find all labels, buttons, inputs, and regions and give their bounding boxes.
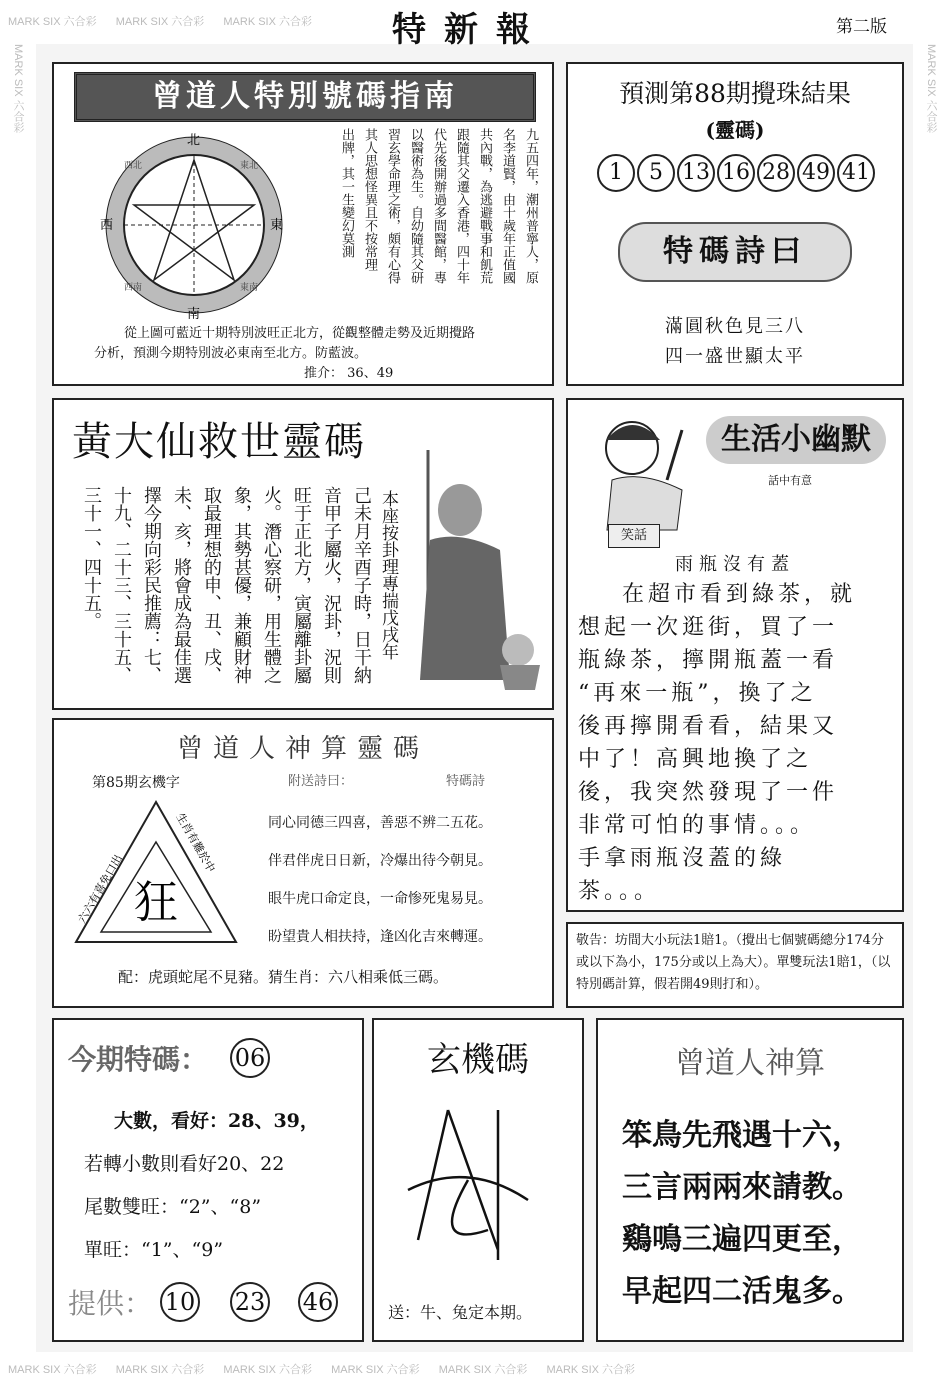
prediction-balls [576, 154, 896, 192]
calc-poem-line: 眼牛虎口命定良，一命惨死鬼易見。 [268, 891, 492, 907]
border-watermark: MARK SIX 六合彩 [8, 1364, 97, 1376]
story-line: 手拿雨瓶沒蓋的綠 [578, 846, 787, 871]
xuanji-footer: 送：牛、兔定本期。 [388, 1303, 533, 1322]
wong-column: 三十一、四十五。 [81, 486, 102, 630]
border-watermark: MARK SIX 六合彩 [223, 16, 312, 28]
notice-text: 敬告：坊間大小玩法1賠1。（攪出七個號碼總分174分或以下為小，175分或以上為大）。單雙玩法1賠1，（以特別碼計算，假若開49則打和）。 [576, 933, 891, 992]
prediction-title: 預測第88期攪珠結果 [619, 79, 851, 108]
guide-column: 出牌，其一生變幻莫測 [339, 128, 354, 258]
wong-column: 十九、二十三、三十五、 [111, 486, 132, 684]
shensuan-lines [622, 1110, 898, 1318]
cartoon-figure [582, 410, 702, 540]
story-line: 瓶綠茶，擰開瓶蓋一看 [578, 648, 839, 673]
wong-column: 未、亥，將會成為最佳選 [171, 486, 192, 684]
story-line: 想起一次逛街，買了一 [578, 615, 839, 640]
guide-analysis-line1: 從上圖可藍近十期特別波旺正北方，從觀整體走勢及近期攪路 [124, 326, 476, 341]
story-title: 雨瓶沒有蓋 [675, 554, 795, 575]
handwritten-sketch [388, 1090, 568, 1280]
shensuan-title: 曾道人神算 [675, 1046, 825, 1081]
calc-poem-line: 盼望貴人相扶持，逢凶化吉來轉運。 [268, 929, 492, 945]
ball-number: 13 [677, 154, 715, 192]
border-watermark: MARK SIX 六合彩 [331, 1364, 420, 1376]
calc-footer: 配：虎頭蛇尾不見豬。猜生肖：六八相乘低三碼。 [118, 968, 449, 986]
border-watermark: MARK SIX 六合彩 [8, 16, 97, 28]
guide-column: 共內戰，為逃避戰事和飢荒 [477, 128, 492, 284]
border-right [913, 44, 949, 1352]
wong-panel [52, 398, 554, 710]
compass-diagram [94, 130, 294, 320]
border-watermark: MARK SIX 六合彩 [115, 16, 205, 28]
immortal-figure [400, 440, 550, 700]
guide-column: 其人思想怪異且不按常理 [362, 128, 377, 271]
poem-line: 滿圓秋色見三八 [665, 316, 805, 337]
calc-poem-line: 同心同德三四喜，善惡不辨二五花。 [268, 815, 492, 831]
compass-ne: 東北 [240, 161, 259, 171]
guide-banner: 曾道人特別號碼指南 [74, 72, 536, 122]
guide-column: 跟隨其父遷入香港，四十年 [454, 128, 469, 284]
wong-column: 擇今期向彩民推薦：七、 [141, 486, 162, 684]
tema-value: 06 [230, 1038, 270, 1078]
poem-line: 四一盛世顯太平 [665, 346, 805, 367]
guide-panel [52, 62, 554, 386]
humor-banner: 生活小幽默 [706, 416, 886, 464]
story-line: 中了！高興地換了之 [578, 747, 813, 772]
humor-panel [566, 398, 904, 912]
story-line: 非常可怕的事情。。。 [578, 813, 817, 838]
triangle-left-text: 六六有喜免口出 [75, 852, 126, 926]
border-watermark: MARK SIX 六合彩 [115, 1364, 205, 1376]
guide-column: 習玄學命理之術，頗有心得 [385, 128, 400, 284]
provide-number: 10 [160, 1282, 200, 1322]
ball-number: 1 [597, 154, 635, 192]
story-body [578, 578, 896, 908]
shensuan-line: 鷄鳴三遍四更至， [622, 1222, 862, 1257]
compass-sw: 西南 [124, 283, 143, 293]
guide-text-columns [304, 128, 540, 314]
wong-column: 取最理想的申、丑、戌、 [201, 486, 222, 684]
edition-label: 第二版 [836, 17, 887, 37]
humor-sub: 話中有意 [768, 474, 812, 487]
cartoon-tag: 笑話 [608, 524, 660, 548]
guide-column: 以醫術為生。自幼隨其父研 [408, 128, 423, 284]
recommend-values: 36、49 [347, 366, 394, 381]
guide-column: 名李道賢，由十歲年正值國 [500, 128, 515, 284]
provide-number: 23 [230, 1282, 270, 1322]
wong-title: 黃大仙救世靈碼 [72, 419, 366, 465]
border-bottom [0, 1352, 949, 1388]
attach-label: 附送詩曰： [288, 774, 354, 789]
tema-line: 大數，看好：28、39， [114, 1110, 319, 1132]
ball-number: 28 [757, 154, 795, 192]
compass-north: 北 [187, 133, 201, 148]
compass-se: 東南 [240, 283, 259, 293]
wong-column: 己未月辛酉子時，日干納 [351, 486, 372, 684]
tema-line: 若轉小數則看好20、22 [84, 1153, 285, 1175]
calc-poem-line: 伴君伴虎日日新，冷爆出待今朝見。 [268, 853, 492, 869]
story-line: 茶。。。 [578, 879, 661, 904]
border-watermark: MARK SIX 六合彩 [223, 1364, 312, 1376]
guide-column: 九五四年，潮州普寧人，原 [523, 128, 538, 284]
poem-banner: 特碼詩曰 [618, 222, 852, 282]
triangle-diagram [66, 792, 246, 952]
guide-column: 代先後開辦過多間醫館，專 [431, 128, 446, 284]
tema-label: 今期特碼： [68, 1043, 209, 1076]
shensuan-line: 笨鳥先飛遇十六， [622, 1118, 862, 1153]
prediction-subtitle: (靈碼) [705, 118, 765, 142]
story-line: “再來一瓶”，換了之 [578, 681, 817, 706]
prediction-panel [566, 62, 904, 386]
guide-recommend [304, 362, 393, 381]
center-character: 狂 [134, 877, 178, 928]
border-watermark: MARK SIX 六合彩 [12, 44, 24, 133]
ball-number: 16 [717, 154, 755, 192]
notice-panel [566, 922, 904, 1008]
shensuan-panel [596, 1018, 904, 1342]
compass-west: 西 [100, 218, 114, 233]
story-line: 後，我突然發現了一件 [578, 780, 839, 805]
ball-number: 41 [837, 154, 875, 192]
compass-south: 南 [187, 307, 201, 322]
xuanji-title: 玄機碼 [427, 1040, 529, 1080]
calc-panel [52, 718, 554, 1008]
border-watermark: MARK SIX 六合彩 [546, 1364, 636, 1376]
triangle-right-text: 生肖有難於中 [173, 811, 218, 875]
story-line: 在超市看到綠茶，就 [622, 582, 857, 607]
wong-intro: 本座按卦理專揣戊戌年 [378, 490, 398, 660]
border-left [0, 44, 36, 1352]
ball-number: 49 [797, 154, 835, 192]
border-watermark: MARK SIX 六合彩 [925, 44, 937, 133]
wong-text-columns [81, 486, 374, 701]
calc-title: 曾道人神算靈碼 [176, 734, 429, 764]
compass-nw: 西北 [124, 161, 143, 171]
tema-panel [52, 1018, 364, 1342]
tema-line: 單旺：“1”、“9” [84, 1239, 224, 1261]
shensuan-line: 三言兩兩來請教。 [622, 1170, 862, 1205]
compass-east: 東 [270, 218, 284, 233]
tema-poem-label: 特碼詩 [446, 774, 486, 789]
guide-analysis-line2: 分析，預測今期特別波必東南至北方。防藍波。 [94, 346, 368, 361]
provide-number: 46 [298, 1282, 338, 1322]
wong-column: 旺于正北方，寅屬離卦屬 [291, 486, 312, 684]
story-line: 後再擰開看看，結果又 [578, 714, 839, 739]
wong-column: 火。潛心察研，用生體之 [261, 486, 282, 684]
wong-column: 音甲子屬火，況卦，況則 [321, 486, 342, 684]
page-title: 特新報 [392, 10, 548, 50]
border-watermark: MARK SIX 六合彩 [438, 1364, 528, 1376]
recommend-label: 推介： [304, 366, 344, 381]
shensuan-line: 早起四二活鬼多。 [622, 1274, 862, 1309]
wong-column: 象，其勢甚優，兼顧財神 [231, 486, 252, 684]
tema-line: 尾數雙旺：“2”、“8” [84, 1196, 262, 1218]
xuanji-panel [372, 1018, 584, 1342]
provide-label: 提供： [68, 1287, 153, 1320]
tema-lines [84, 1100, 354, 1272]
ball-number: 5 [637, 154, 675, 192]
calc-issue: 第85期玄機字 [92, 775, 180, 791]
calc-poem [268, 804, 548, 956]
